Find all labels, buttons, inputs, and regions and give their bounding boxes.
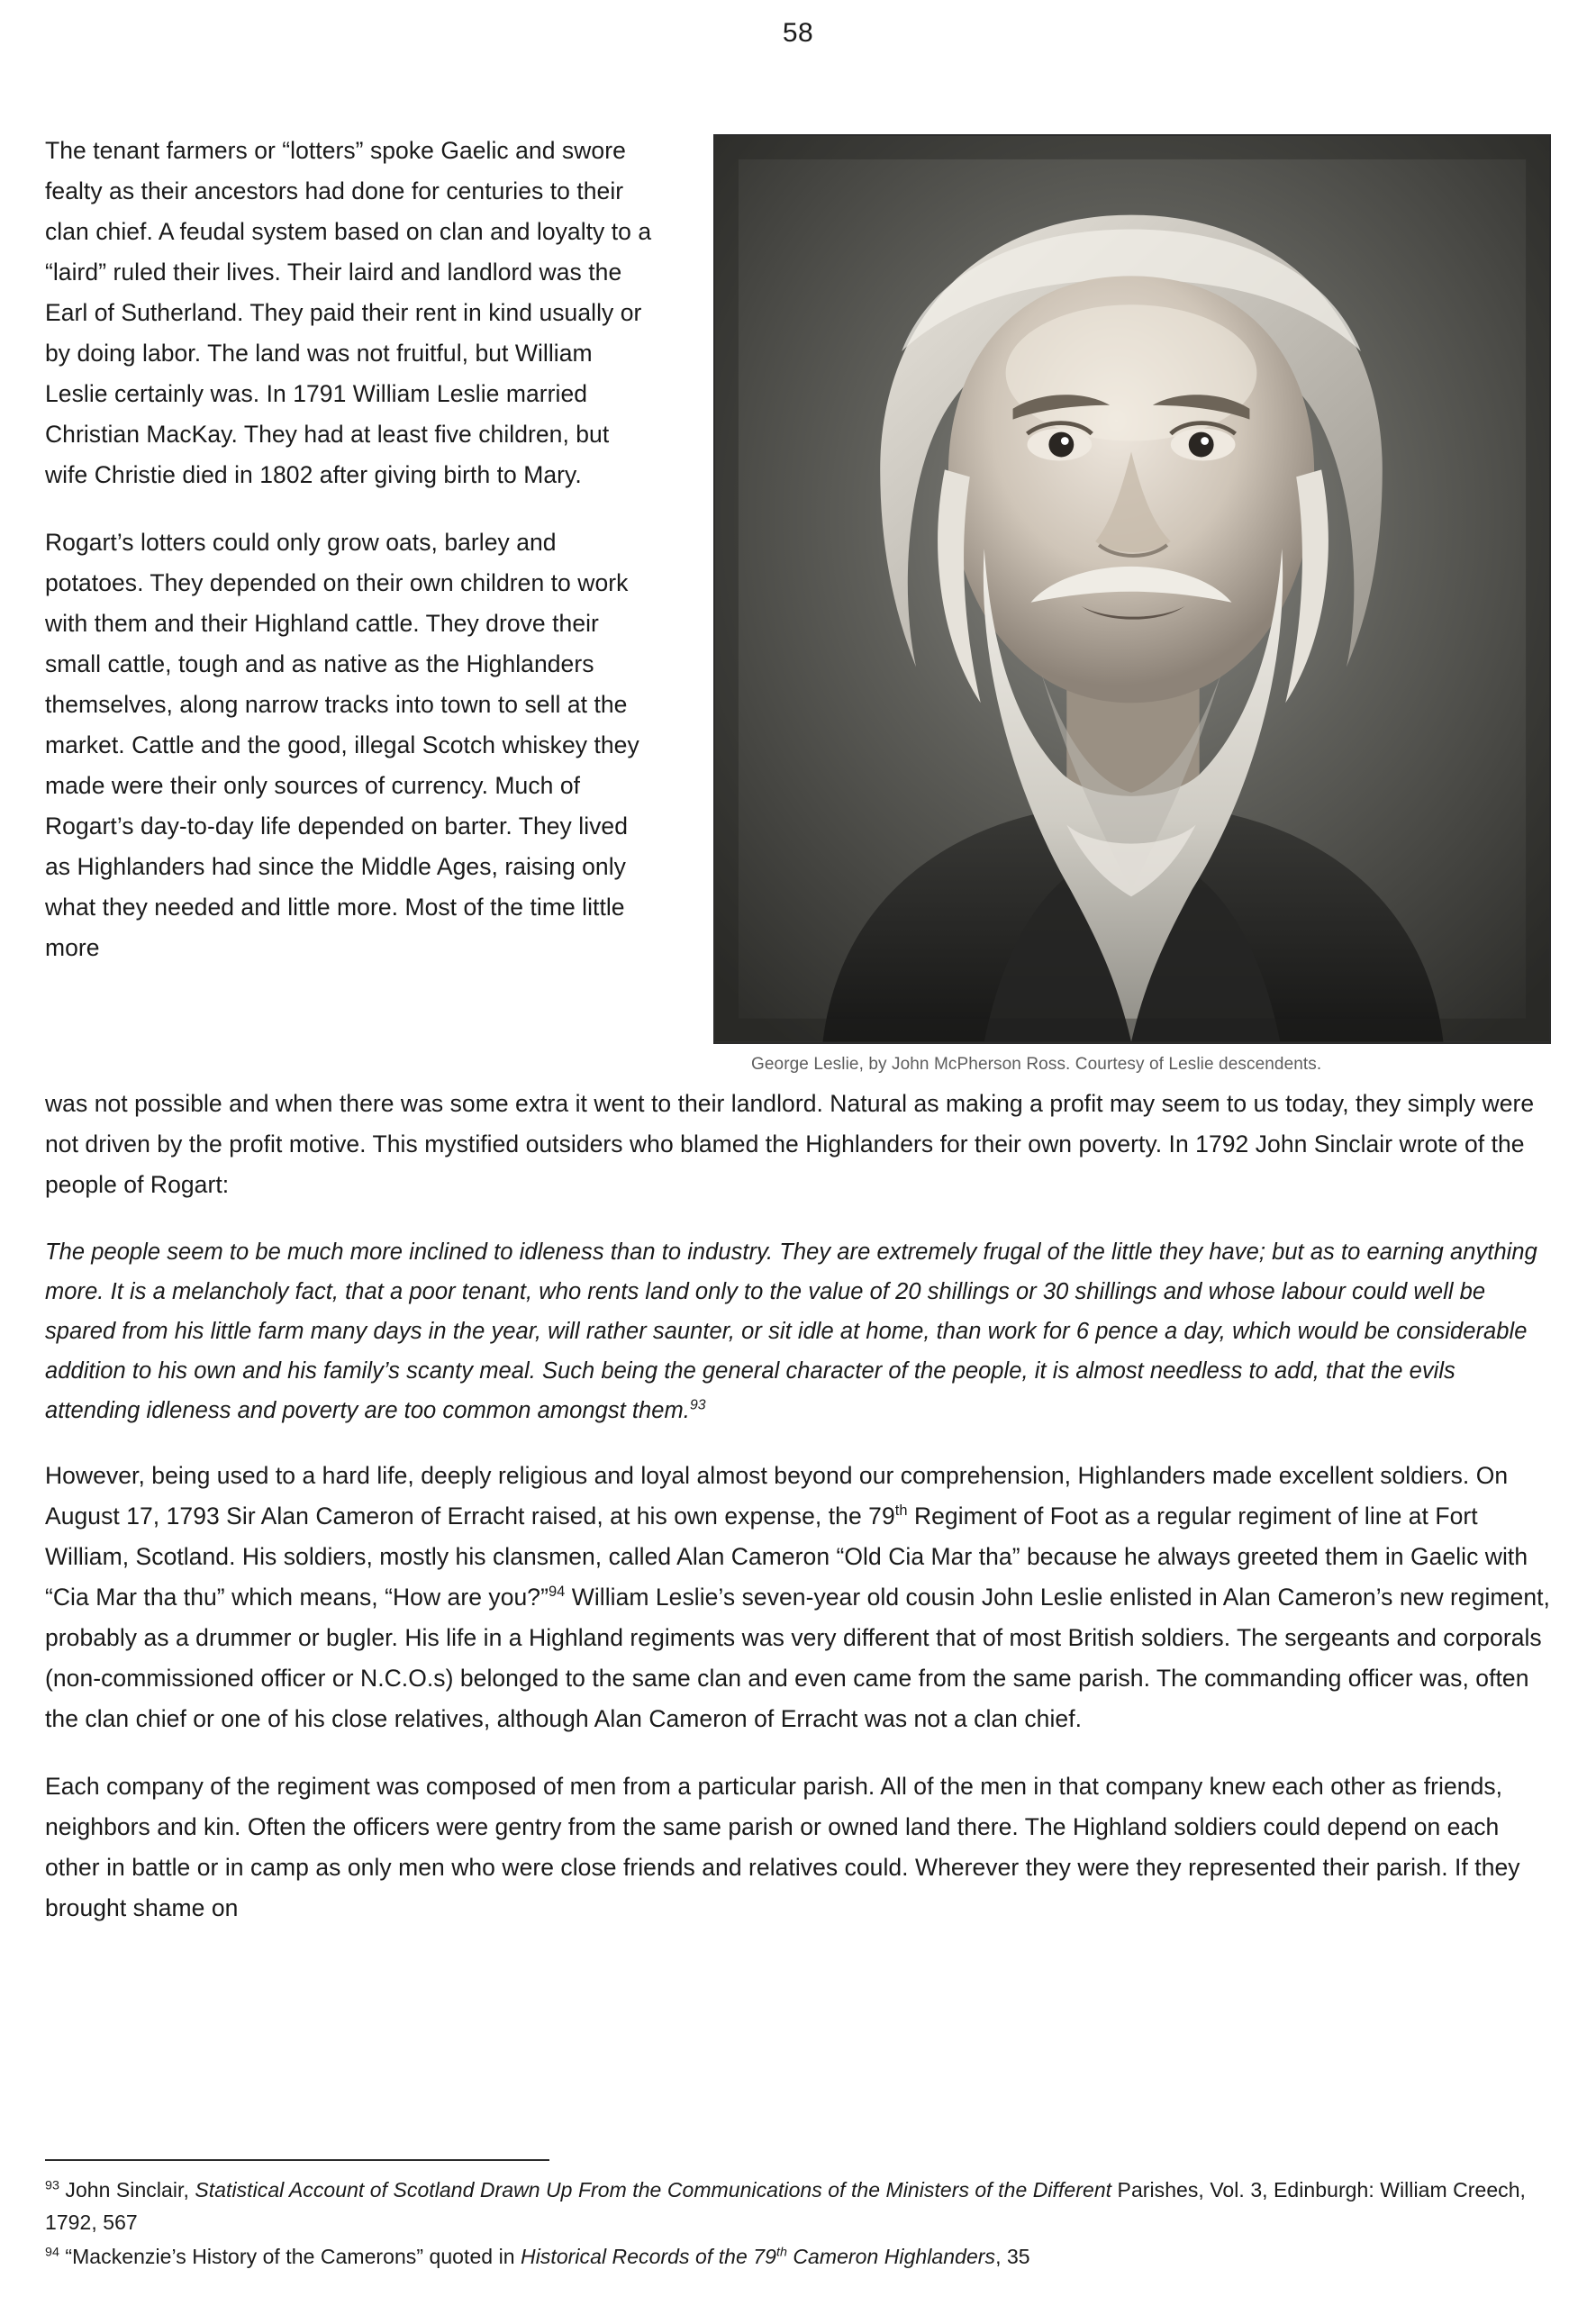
paragraph-segment-2: Regiment of Foot as a regular regiment of line at Fort William, Scotland. His soldiers, mostly his clansmen, called Alan Cameron “Old Cia Mar tha” because he always greeted them in Gaelic with “Cia Mar tha thu” which means, “How are you?” — [45, 1502, 1528, 1611]
paragraph-segment-3: William Leslie’s seven-year old cousin John Leslie enlisted in Alan Cameron’s new regiment, probably as a drummer or bugler. His life in a Highland regiments was very different that of most British soldiers. The sergeants and corporals (non-commissioned officer or N.C.O.s) belonged to the same clan and even came from the same parish. The commanding officer was, often the clan chief or one of his close relatives, although Alan Cameron of Erracht was not a clan chief. — [45, 1584, 1550, 1732]
page-number: 58 — [782, 18, 814, 48]
paragraph-segment-1: However, being used to a hard life, deeply religious and loyal almost beyond our comprehension, Highlanders made excellent soldiers. On August 17, 1793 Sir Alan Cameron of Erracht raised, at his own expense, the 79 — [45, 1462, 1509, 1530]
footnote-divider — [45, 2159, 549, 2161]
footnote-94-title-part2: Cameron Highlanders — [786, 2245, 996, 2268]
footnote-reference-94[interactable]: 94 — [548, 1584, 566, 1601]
footnote-94-text-b: , 35 — [995, 2245, 1030, 2268]
footnote-93-text-b: Parishes, Vol. 3, Edinburgh: William Creech, 1792, 567 — [45, 2178, 1527, 2234]
paragraph-highland-soldiers — [45, 1456, 1551, 1739]
footnote-94-text-a: “Mackenzie’s History of the Camerons” quoted in — [59, 2245, 521, 2268]
footnote-marker-94: 94 — [45, 2245, 59, 2260]
footnote-93-text-a: John Sinclair, — [59, 2178, 195, 2201]
paragraph-tenant-farmers: The tenant farmers or “lotters” spoke Gaelic and swore fealty as their ancestors had done for centuries to their clan chief. A feudal system based on clan and loyalty to a “laird” ruled their lives. Their laird and landlord was the Earl of Sutherland. They paid their rent in kind usually or by doing labor. The land was not fruitful, but William Leslie certainly was. In 1791 William Leslie married Christian MacKay. They had at least five children, but wife Christie died in 1802 after giving birth to Mary. — [45, 137, 652, 488]
footnote-94-ordinal-suffix: th — [775, 2245, 787, 2260]
footnote-reference-93[interactable]: 93 — [689, 1397, 706, 1413]
footnote-93 — [45, 2174, 1551, 2238]
page-content — [45, 131, 1551, 1956]
paragraph-rogart-lotters-part2: was not possible and when there was some extra it went to their landlord. Natural as making a profit may seem to us today, they simply were not driven by the profit motive. This mystified outsiders who blamed the Highlanders for their own poverty. In 1792 John Sinclair wrote of the people of Rogart: — [45, 1090, 1535, 1198]
portrait-photograph — [715, 136, 1549, 1042]
quote-text: The people seem to be much more inclined to idleness than to industry. They are extremely frugal of the little they have; but as to earning anything more. It is a melancholy fact, that a poor tenant, who rents land only to the value of 20 shillings or 30 shillings and whose labour could well be spared from his little farm many days in the year, will rather saunter, or sit idle at home, than work for 6 pence a day, which would be considerable addition to his own and his family’s scanty meal. Such being the general character of the people, it is almost needless to add, that the evils attending idleness and poverty are too common amongst them. — [45, 1239, 1537, 1423]
footnote-marker-93: 93 — [45, 2178, 59, 2193]
footnote-93-title: Statistical Account of Scotland Drawn Up From the Communications of the Ministers of the Different — [195, 2178, 1112, 2201]
footnote-94-title-part1: Historical Records of the 79 — [521, 2245, 776, 2268]
figure-caption: George Leslie, by John McPherson Ross. Courtesy of Leslie descendents. — [751, 1055, 1322, 1074]
block-quote-sinclair — [45, 1232, 1551, 1430]
figure-block — [713, 134, 1551, 1075]
footnotes-section — [45, 2159, 1551, 2274]
ordinal-suffix-th: th — [894, 1502, 908, 1520]
footnote-94 — [45, 2240, 1551, 2273]
portrait-image-frame — [713, 134, 1551, 1044]
paragraph-each-company: Each company of the regiment was composed of men from a particular parish. All of the men in that company knew each other as friends, neighbors and kin. Often the officers were gentry from the same parish or owned land there. The Highland soldiers could depend on each other in battle or in camp as only men who were close friends and relatives could. Wherever they were they represented their parish. If they brought shame on — [45, 1773, 1520, 1921]
paragraph-rogart-lotters-part1: Rogart’s lotters could only grow oats, barley and potatoes. They depended on their own children to work with them and their Highland cattle. They drove their small cattle, tough and as native as the Highlanders themselves, along narrow tracks into town to sell at the market. Cattle and the good, illegal Scotch whiskey they made were their only sources of currency. Much of Rogart’s day-to-day life depended on barter. They lived as Highlanders had since the Middle Ages, raising only what they needed and little more. Most of the time little more — [45, 529, 639, 961]
